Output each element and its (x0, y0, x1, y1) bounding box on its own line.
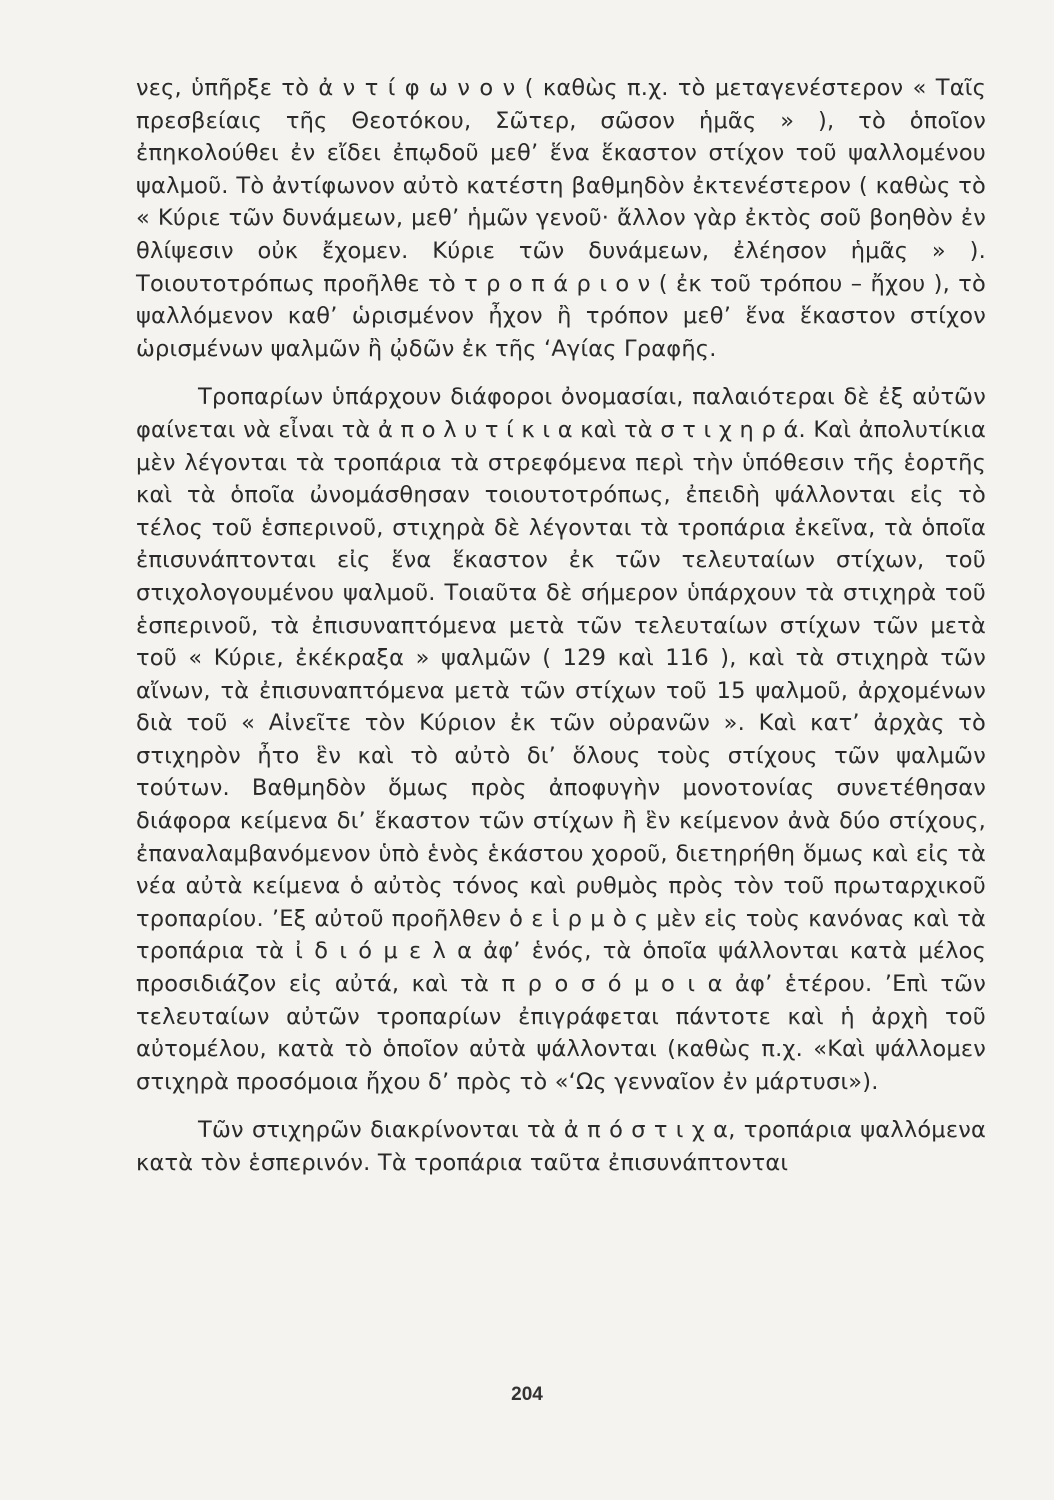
paragraph-1: νες, ὑπῆρξε τὸ ἀ ν τ ί φ ω ν ο ν ( καθὼς π.χ. τὸ μεταγενέστερον « Ταῖς πρεσβείαις τῆς Θεοτόκου, Σῶτερ, σῶσον ἡμᾶς » ), τὸ ὁποῖον ἐπηκολούθει ἐν εἴδει ἐπῳδοῦ μεθ’ ἕνα ἕκαστον στίχον τοῦ ψαλλομένου ψαλμοῦ. Τὸ ἀντίφωνον αὐτὸ κατέστη βαθμηδὸν ἐκτενέστερον ( καθὼς τὸ « Κύριε τῶν δυνάμεων, μεθ’ ἡμῶν γενοῦ· ἄλλον γὰρ ἐκτὸς σοῦ βοηθὸν ἐν θλίψεσιν οὐκ ἔχομεν. Κύριε τῶν δυνάμεων, ἐλέησον ἡμᾶς » ). Τοιουτοτρόπως προῆλθε τὸ τ ρ ο π ά ρ ι ο ν ( ἐκ τοῦ τρόπου – ἤχου ), τὸ ψαλλόμενον καθ’ ὡρισμένον ἦχον ἢ τρόπον μεθ’ ἕνα ἕκαστον στίχον ὡρισμένων ψαλμῶν ἢ ᾠδῶν ἐκ τῆς ‘Αγίας Γραφῆς. (136, 75, 986, 362)
page-number: 204 (511, 1384, 543, 1405)
paragraph-3: Τῶν στιχηρῶν διακρίνονται τὰ ἀ π ό σ τ ι χ α, τροπάρια ψαλλόμενα κατὰ τὸν ἑσπερινόν. Τὰ τροπάρια ταῦτα ἐπισυνάπτονται (136, 1117, 986, 1176)
paragraph-2: Τροπαρίων ὑπάρχουν διάφοροι ὀνομασίαι, παλαιότεραι δὲ ἐξ αὐτῶν φαίνεται νὰ εἶναι τὰ ἀ π ο λ υ τ ί κ ι α καὶ τὰ σ τ ι χ η ρ ά. Καὶ ἀπολυτίκια μὲν λέγονται τὰ τροπάρια τὰ στρεφόμενα περὶ τὴν ὑπόθεσιν τῆς ἑορτῆς καὶ τὰ ὁποῖα ὠνομάσθησαν τοιουτοτρόπως, ἐπειδὴ ψάλλονται εἰς τὸ τέλος τοῦ ἑσπερινοῦ, στιχηρὰ δὲ λέγονται τὰ τροπάρια ἐκεῖνα, τὰ ὁποῖα ἐπισυνάπτονται εἰς ἕνα ἕκαστον ἐκ τῶν τελευταίων στίχων, τοῦ στιχολογουμένου ψαλμοῦ. Τοιαῦτα δὲ σήμερον ὑπάρχουν τὰ στιχηρὰ τοῦ ἑσπερινοῦ, τὰ ἐπισυναπτόμενα μετὰ τῶν τελευταίων στίχων τῶν μετὰ τοῦ « Κύριε, ἐκέκραξα » ψαλμῶν ( 129 καὶ 116 ), καὶ τὰ στιχηρὰ τῶν αἴνων, τὰ ἐπισυναπτόμενα μετὰ τῶν στίχων τοῦ 15 ψαλμοῦ, ἀρχομένων διὰ τοῦ « Αἰνεῖτε τὸν Κύριον ἐκ τῶν οὐρανῶν ». Καὶ κατ’ ἀρχὰς τὸ στιχηρὸν ἦτο ἓν καὶ τὸ αὐτὸ δι’ ὅλους τοὺς στίχους τῶν ψαλμῶν τούτων. Βαθμηδὸν ὅμως πρὸς ἀποφυγὴν μονοτονίας συνετέθησαν διάφορα κείμενα δι’ ἕκαστον τῶν στίχων ἢ ἓν κείμενον ἀνὰ δύο στίχους, ἐπαναλαμβανόμενον ὑπὸ ἑνὸς ἑκάστου χοροῦ, διετηρήθη ὅμως καὶ εἰς τὰ νέα αὐτὰ κείμενα ὁ αὐτὸς τόνος καὶ ρυθμὸς πρὸς τὸν τοῦ πρωταρχικοῦ τροπαρίου. ’Εξ αὐτοῦ προῆλθεν ὁ ε ἱ ρ μ ὸ ς μὲν εἰς τοὺς κανόνας καὶ τὰ τροπάρια τὰ ἰ δ ι ό μ ε λ α ἀφ’ ἑνός, τὰ ὁποῖα ψάλλονται κατὰ μέλος προσιδιάζον εἰς αὐτά, καὶ τὰ π ρ ο σ ό μ ο ι α ἀφ’ ἑτέρου. ’Επὶ τῶν τελευταίων αὐτῶν τροπαρίων ἐπιγράφεται πάντοτε καὶ ἡ ἀρχὴ τοῦ αὐτομέλου, κατὰ τὸ ὁποῖον αὐτὰ ψάλλονται (καθὼς π.χ. «Καὶ ψάλλομεν στιχηρὰ προσόμοια ἤχου δ’ πρὸς τὸ «‘Ως γενναῖον ἐν μάρτυσι»). (136, 384, 986, 1095)
